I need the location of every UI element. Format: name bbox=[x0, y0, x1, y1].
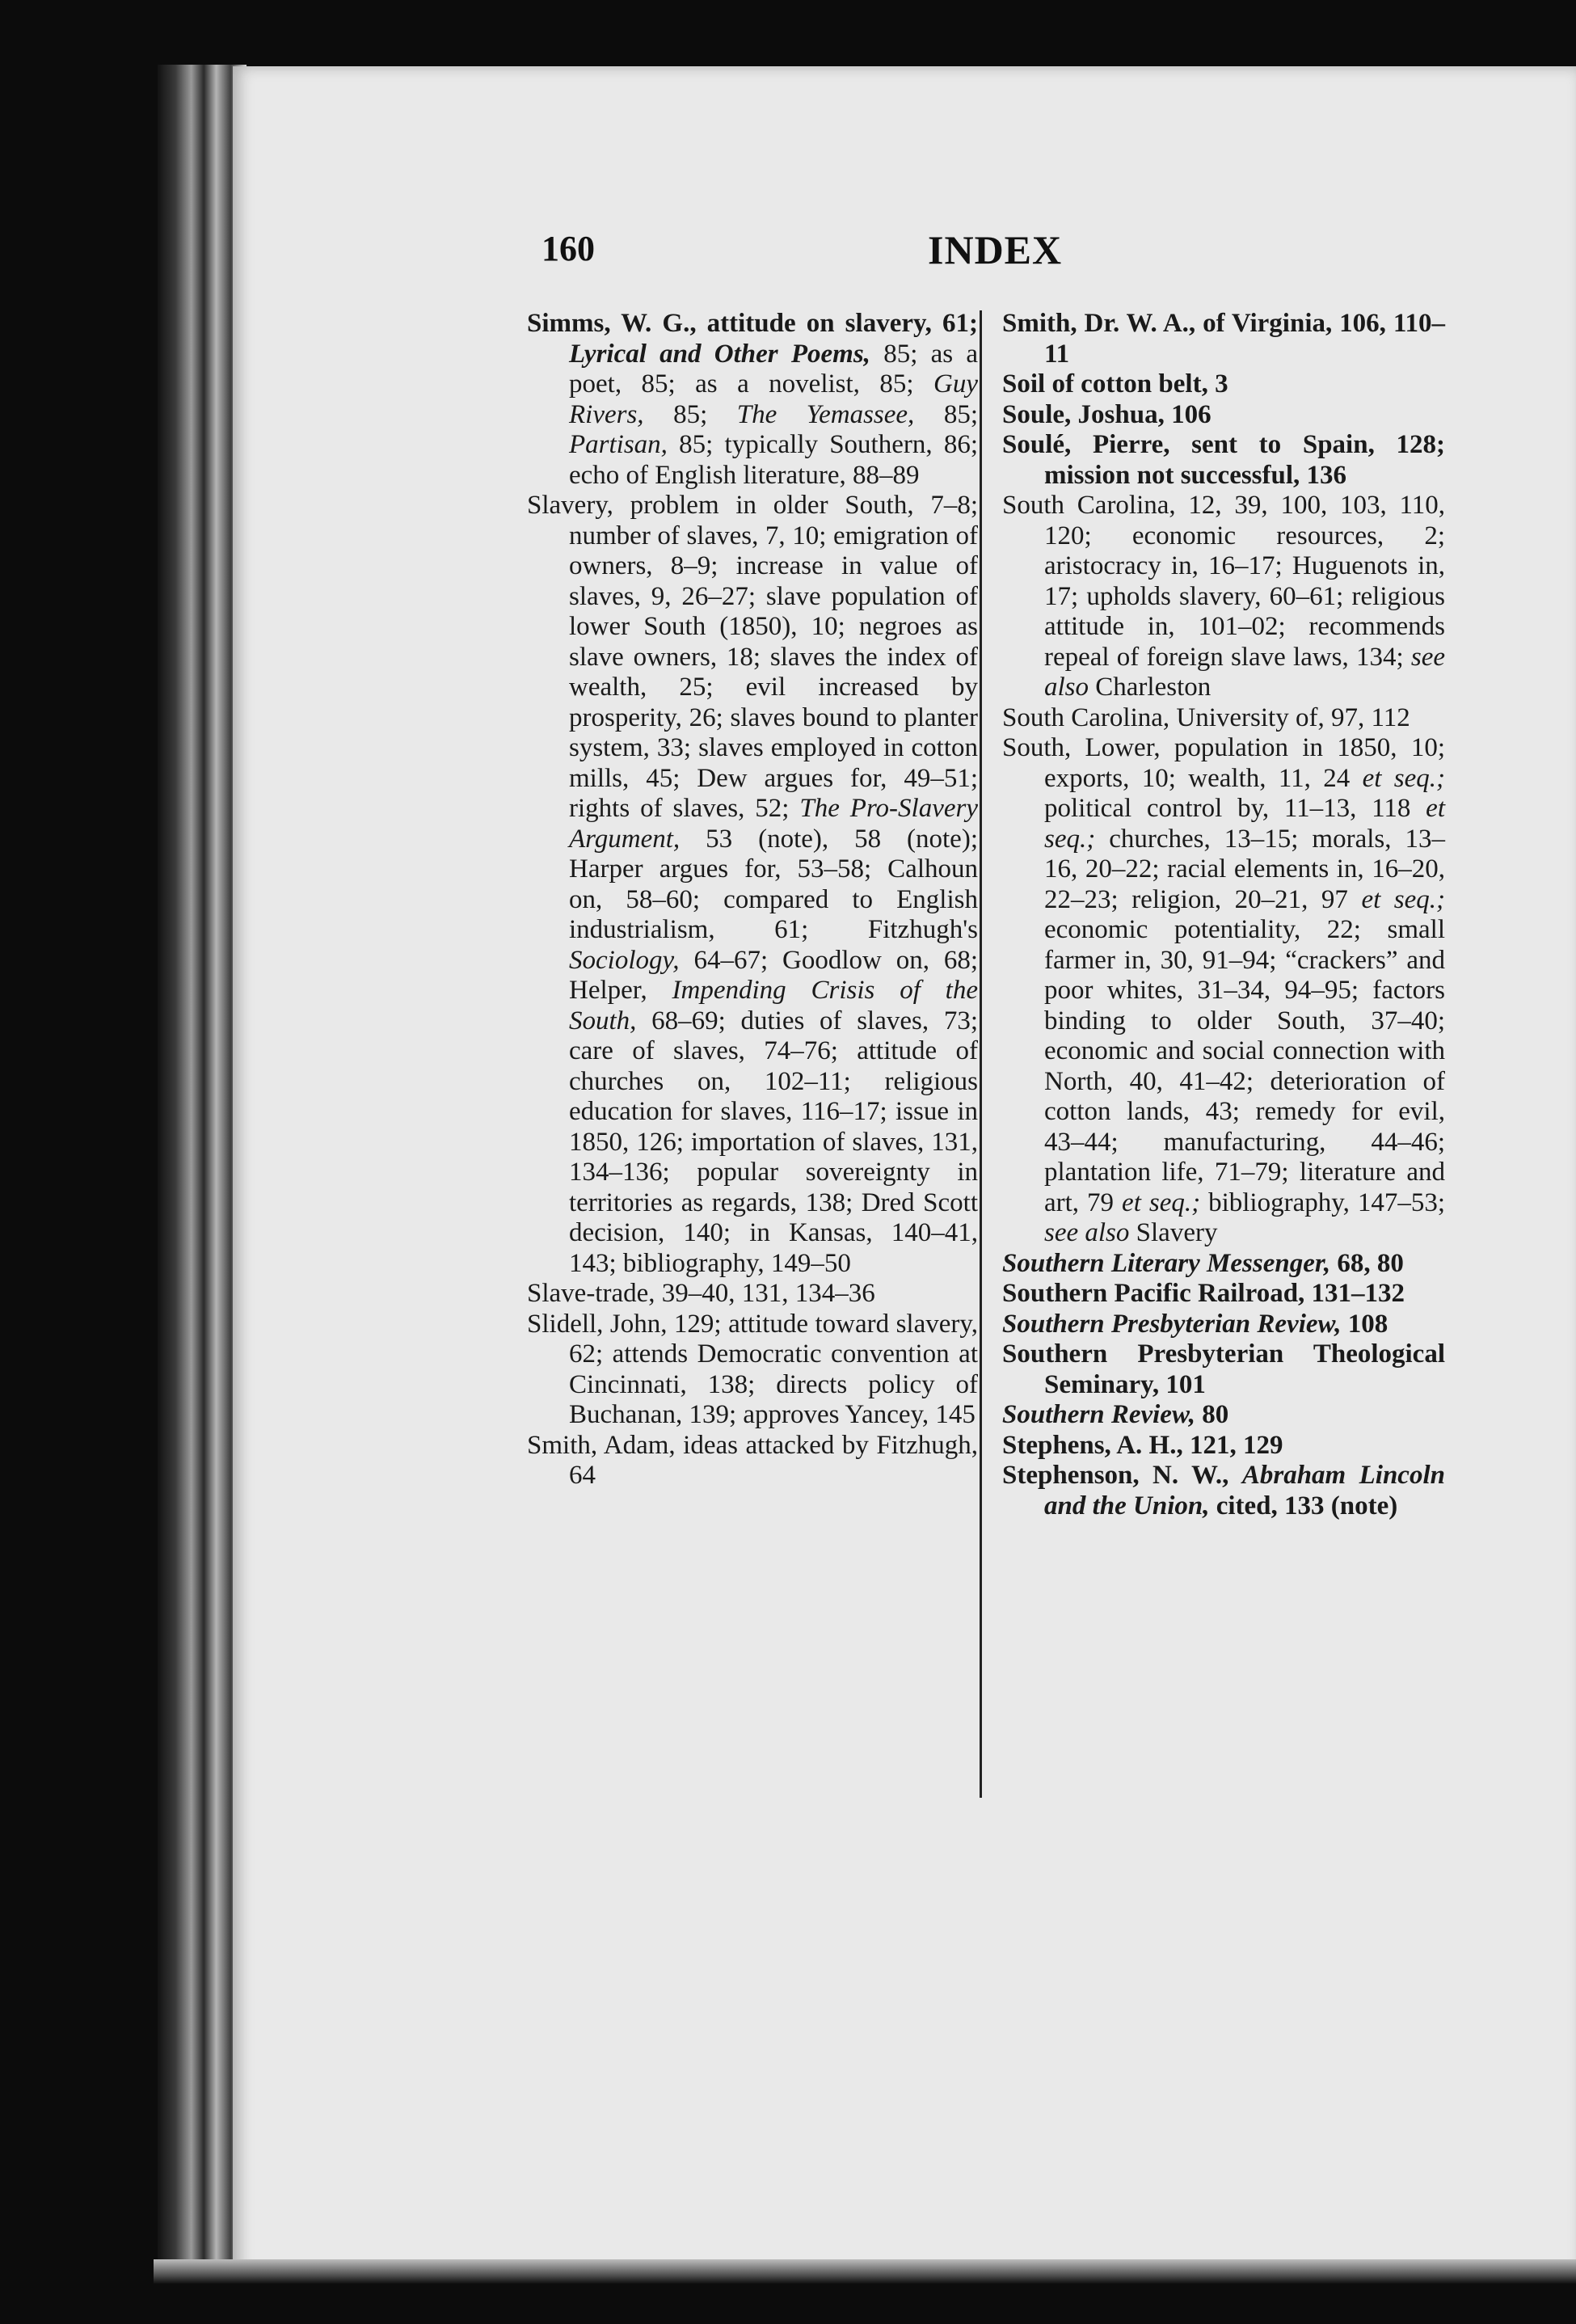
index-entry bbox=[1002, 369, 1445, 400]
index-entry-text: Charleston bbox=[1089, 673, 1211, 702]
index-entry-text: et seq.; bbox=[1044, 794, 1445, 854]
index-entry-text: Southern Literary Messenger, bbox=[1002, 1248, 1331, 1278]
index-entry-text: Stephenson, N. W., bbox=[1002, 1461, 1242, 1490]
index-entry-text: Southern Pacific Railroad, 131–132 bbox=[1002, 1279, 1405, 1308]
index-entry bbox=[1002, 309, 1445, 369]
index-entry-text: Slave-trade, 39–40, 131, 134–36 bbox=[527, 1279, 875, 1308]
index-entry-text: 85; bbox=[643, 399, 737, 429]
column-divider bbox=[980, 310, 982, 1798]
index-entry-text: 85; as a poet, 85; as a novelist, 85; bbox=[569, 339, 979, 399]
index-entry-text: Abraham Lincoln and the Union, bbox=[1044, 1461, 1445, 1521]
index-entry-text: et seq.; bbox=[1362, 763, 1445, 793]
index-entry-text: Southern Presbyterian Review, bbox=[1002, 1309, 1342, 1339]
index-entry-text: Slidell, John, 129; attitude toward slavery, 62; attends Democratic convention at Cincinnati, 138; directs policy of Buchanan, 139; approves Yancey, 145 bbox=[527, 1309, 978, 1429]
index-entry bbox=[527, 1279, 978, 1310]
page-title: INDEX bbox=[928, 227, 1063, 272]
index-entry-text: 53 (note), 58 (note); Harper argues for, 53–58; Calhoun on, 58–60; compared to English industrialism, 61; Fitzhugh's bbox=[569, 824, 978, 944]
index-entry bbox=[1002, 1431, 1445, 1461]
index-entry-text: The Yemassee, bbox=[736, 399, 915, 429]
index-entry-text: 80 bbox=[1195, 1400, 1229, 1429]
index-entry bbox=[1002, 1339, 1445, 1400]
index-entry-text: Simms, W. G., attitude on slavery, 61; bbox=[527, 309, 978, 338]
index-entry bbox=[1002, 491, 1445, 703]
index-entry-text: South Carolina, University of, 97, 112 bbox=[1002, 702, 1410, 732]
index-entry-text: 68–69; duties of slaves, 73; care of slaves, 74–76; attitude of churches on, 102–11; religious education for slaves, 116–17; issue in 1850, 126; importation of slaves, 131, 134–136; popular sovereignty in territories as regards, 138; Dred Scott decision, 140; in Kansas, 140–41, 143; bibliography, 149–50 bbox=[569, 1006, 978, 1278]
index-entry-text: 64–67; Goodlow on, 68; Helper, bbox=[569, 945, 978, 1005]
index-entry-text: Stephens, A. H., 121, 129 bbox=[1002, 1430, 1283, 1460]
index-entry-text: Soulé, Pierre, sent to Spain, 128; mission not successful, 136 bbox=[1002, 430, 1445, 490]
index-entry-text: see also bbox=[1044, 1218, 1130, 1247]
index-entry-text: Slavery, problem in older South, 7–8; number of slaves, 7, 10; emigration of owners, 8–9; increase in value of slaves, 9, 26–27; slave population of lower South (1850), 10; negroes as slave owners, 18; slaves the index of wealth, 25; evil increased by prosperity, 26; slaves bound to planter system, 33; slaves employed in cotton mills, 45; Dew argues for, 49–51; rights of slaves, 52; bbox=[527, 491, 978, 823]
index-entry-text: Smith, Adam, ideas attacked by Fitzhugh, 64 bbox=[527, 1430, 978, 1490]
index-entry bbox=[1002, 1461, 1445, 1521]
index-entry-text: Impending Crisis of the South, bbox=[569, 976, 979, 1035]
index-entry bbox=[1002, 733, 1445, 1249]
index-entry bbox=[527, 1310, 978, 1431]
index-entry-text: Southern Presbyterian Theological Seminary, 101 bbox=[1002, 1339, 1445, 1399]
index-entry bbox=[1002, 1249, 1445, 1280]
index-column-right bbox=[1002, 309, 1445, 1521]
index-column-left bbox=[527, 309, 978, 1491]
index-entry-text: Sociology, bbox=[569, 945, 680, 975]
index-entry bbox=[1002, 703, 1445, 734]
index-entry-text: Southern Review, bbox=[1002, 1400, 1195, 1429]
index-entry-text: 85; typically Southern, 86; echo of English literature, 88–89 bbox=[569, 430, 978, 490]
page-bottom-edge bbox=[154, 2259, 1576, 2284]
page-number: 160 bbox=[541, 229, 595, 268]
index-entry-text: et seq.; bbox=[1122, 1187, 1201, 1217]
index-entry-text: Smith, Dr. W. A., of Virginia, 106, 110–11 bbox=[1002, 309, 1445, 369]
index-entry-text: South Carolina, 12, 39, 100, 103, 110, 120; economic resources, 2; aristocracy in, 16–17; Huguenots in, 17; upholds slavery, 60–61; religious attitude in, 101–02; recommends repeal of foreign slave laws, 134; bbox=[1002, 491, 1445, 672]
index-entry-text: Lyrical and Other Poems, bbox=[569, 339, 870, 369]
index-entry bbox=[1002, 1400, 1445, 1431]
index-entry-text: bibliography, 147–53; bbox=[1200, 1187, 1445, 1217]
index-entry-text: Soil of cotton belt, 3 bbox=[1002, 369, 1228, 399]
index-entry-text: churches, 13–15; morals, 13–16, 20–22; racial elements in, 16–20, 22–23; religion, 20–21, 97 bbox=[1044, 824, 1445, 914]
index-entry-text: 68, 80 bbox=[1330, 1248, 1404, 1278]
index-entry-text: cited, 133 (note) bbox=[1209, 1491, 1398, 1521]
index-entry-text: et seq.; bbox=[1361, 884, 1446, 914]
index-entry bbox=[1002, 1310, 1445, 1340]
index-entry-text: economic potentiality, 22; small farmer in, 30, 91–94; “crackers” and poor whites, 31–34, 94–95; factors binding to older South, 37–40; economic and social connection with North, 40, 41–42; deterioration of cotton lands, 43; remedy for evil, 43–44; manufacturing, 44–46; plantation life, 71–79; literature and art, 79 bbox=[1044, 915, 1445, 1217]
index-entry-text: The Pro-Slavery Argument, bbox=[569, 794, 979, 854]
index-entry bbox=[1002, 400, 1445, 431]
index-entry-text: 108 bbox=[1341, 1309, 1388, 1339]
index-entry-text: 85; bbox=[914, 399, 978, 429]
index-entry bbox=[527, 491, 978, 1279]
index-entry-text: Partisan, bbox=[569, 430, 668, 459]
index-entry-text: Guy Rivers, bbox=[569, 369, 978, 429]
index-entry-text: see also bbox=[1044, 642, 1445, 702]
index-entry bbox=[1002, 430, 1445, 491]
index-entry-text: Slavery bbox=[1129, 1218, 1218, 1247]
index-entry-text: South, Lower, population in 1850, 10; exports, 10; wealth, 11, 24 bbox=[1002, 733, 1445, 793]
index-entry-text: political control by, 11–13, 118 bbox=[1044, 794, 1426, 823]
index-entry bbox=[527, 309, 978, 491]
index-entry bbox=[527, 1431, 978, 1491]
index-entry bbox=[1002, 1279, 1445, 1310]
index-entry-text: Soule, Joshua, 106 bbox=[1002, 399, 1211, 429]
